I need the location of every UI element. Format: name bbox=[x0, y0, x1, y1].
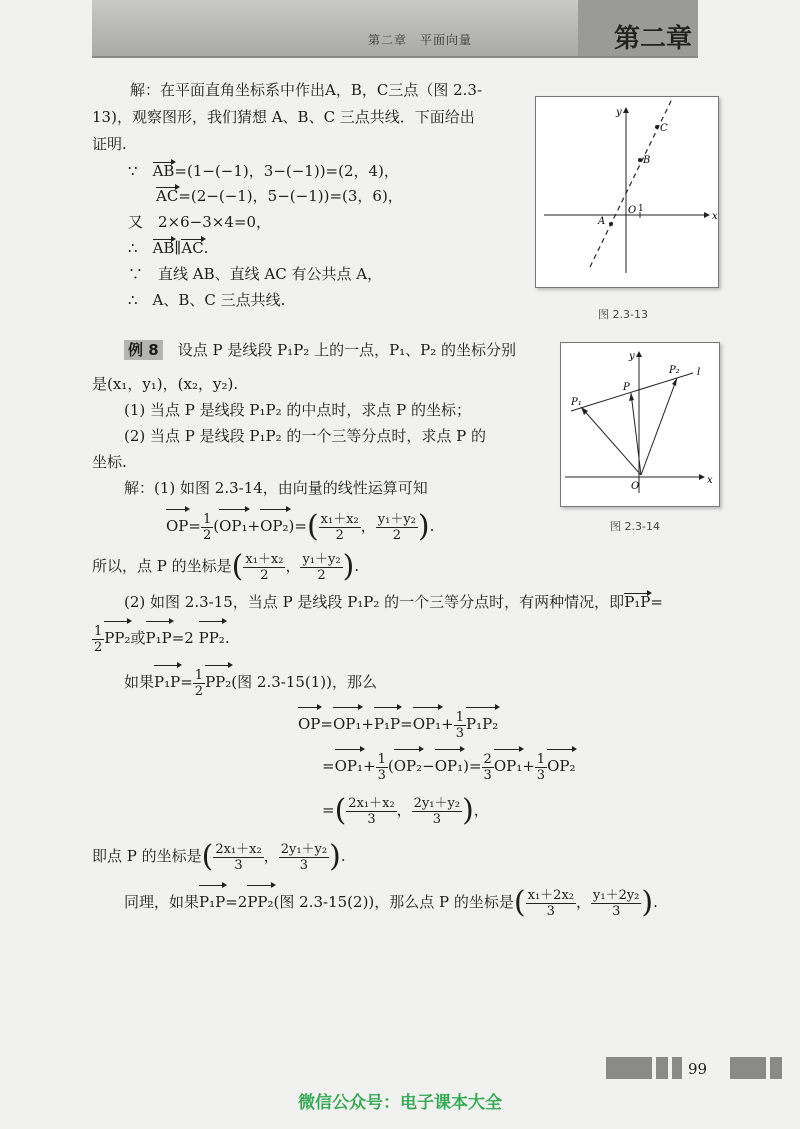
point-P2-label: P₂ bbox=[669, 365, 680, 376]
eq-midpoint: OP= $\frac{1}{2}$ (OP₁+OP₂)=( $\frac{\text{x₁＋x₂}}{2}$ ， $\frac{\text{y₁＋y₂}}{2}$ ). bbox=[166, 509, 435, 544]
x-label: x bbox=[707, 475, 713, 486]
footer-bar-1 bbox=[606, 1057, 652, 1079]
sol1-line8: ∵ 直线 AB、直线 AC 有公共点 A， bbox=[128, 265, 383, 283]
sol1-line1: 解：在平面直角坐标系中作出A，B，C三点（图 2.3- bbox=[130, 81, 483, 99]
line-l-label: l bbox=[697, 367, 701, 378]
footer-bar-5 bbox=[770, 1057, 782, 1079]
page-number: 99 bbox=[688, 1060, 708, 1078]
figure-2-3-14 bbox=[560, 342, 720, 507]
ex8-line11: 如果P₁P= $\frac{1}{2}$ PP₂(图 2.3-15(1))，那么 bbox=[124, 664, 377, 700]
sol1-line3: 证明. bbox=[92, 135, 127, 153]
ex8-line1: 例 8 设点 P 是线段 P₁P₂ 上的一点，P₁、P₂ 的坐标分别 bbox=[124, 340, 516, 360]
vector-AC: AC bbox=[156, 187, 179, 205]
one-label: 1 bbox=[638, 204, 644, 214]
sol1-line9: ∴ A、B、C 三点共线. bbox=[128, 291, 286, 309]
footer-bar-4 bbox=[730, 1057, 766, 1079]
figure-2-3-14-caption: 图 2.3-14 bbox=[610, 520, 660, 533]
origin-label: O bbox=[631, 481, 640, 492]
eq-third-1: OP=OP₁+P₁P=OP₁+ $\frac{1}{3}$ P₁P₂ bbox=[298, 706, 498, 742]
example-label: 例 8 bbox=[124, 340, 163, 360]
footer-bar-3 bbox=[672, 1057, 682, 1079]
vector-OP1 bbox=[581, 407, 641, 475]
chapter-title: 第二章 bbox=[614, 24, 693, 54]
ex8-line15: 即点 P 的坐标是( $\frac{\text{2x₁＋x₂}}{3}$ ， $\frac{\text{2y₁＋y₂}}{3}$ ). bbox=[92, 839, 346, 874]
ex8-line16: 同理，如果P₁P=2PP₂(图 2.3-15(2))，那么点 P 的坐标是( $\frac{\text{x₁＋2x₂}}{3}$ ， $\frac{\text{y₁＋2y₂}}{3}$ ). bbox=[124, 885, 658, 920]
ex8-line4: (2) 当点 P 是线段 P₁P₂ 的一个三等分点时，求点 P 的 bbox=[124, 427, 487, 445]
sol1-line7: ∴ AB∥AC. bbox=[128, 239, 209, 257]
point-B bbox=[638, 158, 642, 162]
point-B-label: B bbox=[643, 155, 651, 166]
sol1-line2: 13)，观察图形，我们猜想 A、B、C 三点共线．下面给出 bbox=[92, 108, 475, 126]
sol1-line6: 又 2×6−3×4=0， bbox=[128, 213, 271, 231]
point-A bbox=[609, 222, 613, 226]
figure-2-3-13-caption: 图 2.3-13 bbox=[598, 308, 648, 321]
origin-label: O bbox=[628, 205, 637, 216]
ex8-line8: 所以，点 P 的坐标是( $\frac{\text{x₁＋x₂}}{2}$ ， $\frac{\text{y₁＋y₂}}{2}$ ). bbox=[92, 549, 360, 584]
vector-AB: AB bbox=[152, 162, 175, 180]
point-P1-label: P₁ bbox=[571, 397, 582, 408]
sol1-line5: AC=(2−(−1)，5−(−1))=(3，6)， bbox=[156, 187, 403, 205]
y-label: y bbox=[616, 107, 622, 118]
ex8-line6: 解：(1) 如图 2.3-14，由向量的线性运算可知 bbox=[124, 479, 428, 497]
figure-2-3-13-svg bbox=[536, 97, 718, 287]
page-header bbox=[92, 0, 698, 58]
figure-2-3-13 bbox=[535, 96, 719, 288]
vector-OP2 bbox=[641, 378, 677, 475]
ex8-line9: (2) 如图 2.3-15，当点 P 是线段 P₁P₂ 的一个三等分点时，有两种情况，即P₁P= bbox=[124, 593, 663, 611]
ex8-line5: 坐标. bbox=[92, 453, 127, 471]
point-C-label: C bbox=[660, 123, 668, 134]
point-A-label: A bbox=[598, 216, 606, 227]
watermark: 微信公众号：电子课本大全 bbox=[298, 1093, 502, 1113]
point-P-label: P bbox=[623, 382, 630, 393]
ex8-line3: (1) 当点 P 是线段 P₁P₂ 的中点时，求点 P 的坐标； bbox=[124, 401, 472, 419]
y-axis-arrow bbox=[623, 107, 629, 113]
point-C bbox=[655, 125, 659, 129]
figure-2-3-14-svg bbox=[561, 343, 719, 506]
ex8-line10: $\frac{1}{2}$ PP₂或P₁P=2 PP₂. bbox=[92, 620, 230, 656]
footer-bar-2 bbox=[656, 1057, 668, 1079]
y-label: y bbox=[629, 351, 635, 362]
eq-third-2: =OP₁+ $\frac{1}{3}$ (OP₂−OP₁)= $\frac{2}{3}$ OP₁+ $\frac{1}{3}$ OP₂ bbox=[322, 748, 575, 784]
ex8-line2: 是(x₁，y₁)，(x₂，y₂). bbox=[92, 375, 239, 393]
running-head: 第二章 平面向量 bbox=[368, 33, 473, 47]
x-axis-arrow bbox=[704, 212, 710, 218]
chapter-tab bbox=[578, 0, 698, 56]
x-label: x bbox=[712, 211, 718, 222]
eq-third-3: =( $\frac{\text{2x₁＋x₂}}{3}$ ， $\frac{\text{2y₁＋y₂}}{3}$ )， bbox=[322, 793, 489, 828]
sol1-line4: ∵ AB=(1−(−1)，3−(−1))=(2，4)， bbox=[128, 162, 399, 180]
